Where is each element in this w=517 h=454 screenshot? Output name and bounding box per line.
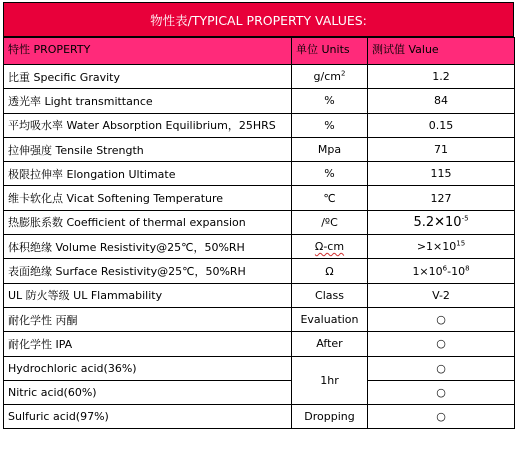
value-cell: ○ [368, 307, 515, 331]
value-cell: 0.15 [368, 113, 515, 137]
property-cell: UL 防火等级 UL Flammability [4, 283, 292, 307]
table-row [4, 65, 515, 89]
table-title: 物性表/TYPICAL PROPERTY VALUES: [3, 2, 514, 37]
value-superscript-2: 8 [465, 263, 470, 272]
table-row [4, 332, 515, 356]
table-row [4, 235, 515, 259]
property-cell: 耐化学性 IPA [4, 332, 292, 356]
property-cell: 透光率 Light transmittance [4, 89, 292, 113]
unit-text: Ω-cm [314, 240, 345, 254]
unit-cell: ℃ [292, 186, 368, 210]
unit-cell: Ω [292, 259, 368, 283]
unit-cell: After [292, 332, 368, 356]
value-text: 1×10 [412, 264, 443, 278]
value-cell: 71 [368, 137, 515, 161]
table-row [4, 259, 515, 283]
value-cell: 115 [368, 162, 515, 186]
property-table-container [3, 2, 514, 429]
property-cell: 极限拉伸率 Elongation Ultimate [4, 162, 292, 186]
table-row [4, 307, 515, 331]
unit-cell: /ºC [292, 210, 368, 234]
unit-cell: Evaluation [292, 307, 368, 331]
value-cell: 1.2 [368, 65, 515, 89]
table-row [4, 356, 515, 380]
value-cell: ○ [368, 332, 515, 356]
table-row [4, 186, 515, 210]
property-cell: 热膨胀系数 Coefficient of thermal expansion [4, 210, 292, 234]
table-row [4, 89, 515, 113]
table-row [4, 137, 515, 161]
table-row [4, 113, 515, 137]
unit-cell [292, 65, 368, 89]
header-unit: 单位 Units [292, 38, 368, 65]
value-cell: ○ [368, 405, 515, 429]
property-cell: 平均吸水率 Water Absorption Equilibrium，25HRS [4, 113, 292, 137]
property-cell: 体积绝缘 Volume Resistivity@25℃，50%RH [4, 235, 292, 259]
unit-cell [292, 235, 368, 259]
table-row [4, 162, 515, 186]
property-cell: 比重 Specific Gravity [4, 65, 292, 89]
value-cell [368, 210, 515, 234]
property-table [3, 37, 515, 429]
property-cell: 表面绝缘 Surface Resistivity@25℃，50%RH [4, 259, 292, 283]
unit-cell: Mpa [292, 137, 368, 161]
table-row [4, 283, 515, 307]
value-text: 5.2✕10 [413, 214, 462, 230]
value-cell: V-2 [368, 283, 515, 307]
unit-text: g/cm [313, 70, 341, 84]
property-cell: 维卡软化点 Vicat Softening Temperature [4, 186, 292, 210]
property-cell: 耐化学性 丙酮 [4, 307, 292, 331]
value-cell [368, 259, 515, 283]
unit-superscript: 2 [340, 69, 346, 78]
table-row [4, 210, 515, 234]
table-row [4, 405, 515, 429]
value-text: >1×10 [416, 240, 457, 254]
header-row [4, 38, 515, 65]
unit-cell: Dropping [292, 405, 368, 429]
property-cell: Sulfuric acid(97%) [4, 405, 292, 429]
property-cell: 拉伸强度 Tensile Strength [4, 137, 292, 161]
value-superscript: 15 [456, 239, 466, 248]
unit-cell: % [292, 162, 368, 186]
value-cell: ○ [368, 380, 515, 404]
unit-cell: % [292, 89, 368, 113]
value-cell: ○ [368, 356, 515, 380]
table-row [4, 380, 515, 404]
header-property: 特性 PROPERTY [4, 38, 292, 65]
value-cell: 127 [368, 186, 515, 210]
property-cell: Nitric acid(60%) [4, 380, 292, 404]
value-superscript: -5 [461, 214, 469, 223]
property-cell: Hydrochloric acid(36%) [4, 356, 292, 380]
unit-cell: Class [292, 283, 368, 307]
header-value: 测试值 Value [368, 38, 515, 65]
value-cell [368, 235, 515, 259]
unit-cell-merged: 1hr [292, 356, 368, 405]
value-text-mid: -10 [447, 264, 466, 278]
value-cell: 84 [368, 89, 515, 113]
unit-cell: % [292, 113, 368, 137]
value-superscript: 6 [442, 263, 448, 272]
